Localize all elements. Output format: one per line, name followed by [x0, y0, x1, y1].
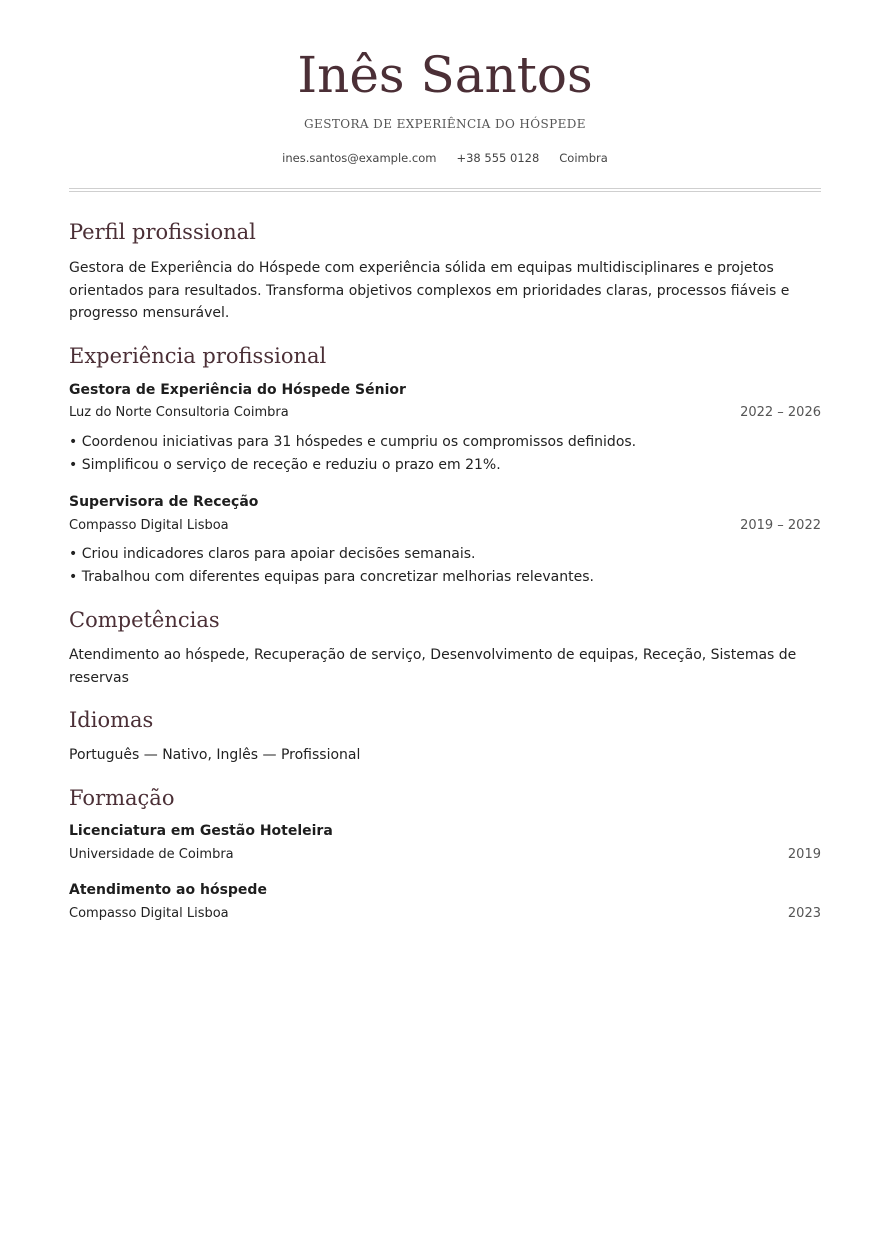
job-bullet: • Criou indicadores claros para apoiar decisões semanais.: [69, 546, 476, 562]
languages-text: Português — Nativo, Inglês — Profissional: [69, 747, 361, 763]
contact-phone: +38 555 0128: [456, 151, 540, 165]
job-meta: [69, 403, 821, 423]
contact-line: [0, 150, 890, 166]
job-bullet: • Simplificou o serviço de receção e reduziu o prazo em 21%.: [69, 457, 501, 473]
section-title-languages: Idiomas: [69, 708, 154, 732]
section-title-education: Formação: [69, 786, 175, 810]
job-organization: Compasso Digital Lisboa: [69, 518, 229, 533]
job-title: Gestora de Experiência do Hóspede Sénior: [69, 382, 406, 398]
job-title: Supervisora de Receção: [69, 494, 259, 510]
candidate-name: Inês Santos: [297, 46, 593, 104]
section-title-experience: Experiência profissional: [69, 344, 327, 368]
education-date: 2019: [787, 847, 821, 862]
education-title: Atendimento ao hóspede: [69, 882, 267, 898]
education-date: 2023: [787, 906, 821, 921]
profile-text: Gestora de Experiência do Hóspede com experiência sólida em equipas multidisciplinares e projetos orientados para resultados. Transforma objetivos complexos em prioridades claras, processos fiáveis e progresso mensurável.: [69, 260, 790, 321]
contact-email: ines.santos@example.com: [282, 151, 437, 165]
job-dates: 2019 – 2022: [740, 518, 821, 533]
job-dates: 2022 – 2026: [740, 405, 821, 420]
section-title-skills: Competências: [69, 608, 220, 632]
job-bullets: [69, 543, 821, 589]
education-meta: [69, 845, 821, 865]
candidate-role: GESTORA DE EXPERIÊNCIA DO HÓSPEDE: [304, 117, 586, 131]
job-bullets: [69, 431, 821, 477]
skills-text: Atendimento ao hóspede, Recuperação de serviço, Desenvolvimento de equipas, Receção, Sistemas de reservas: [69, 647, 797, 686]
job-bullet: • Trabalhou com diferentes equipas para concretizar melhorias relevantes.: [69, 569, 594, 585]
section-title-profile: Perfil profissional: [69, 220, 256, 244]
education-institution: Universidade de Coimbra: [69, 847, 234, 862]
job-organization: Luz do Norte Consultoria Coimbra: [69, 405, 289, 420]
job-bullet: • Coordenou iniciativas para 31 hóspedes e cumpriu os compromissos definidos.: [69, 434, 637, 450]
contact-location: Coimbra: [559, 151, 608, 165]
education-meta: [69, 904, 821, 924]
education-title: Licenciatura em Gestão Hoteleira: [69, 823, 333, 839]
job-meta: [69, 516, 821, 536]
header-divider: [69, 188, 821, 192]
education-institution: Compasso Digital Lisboa: [69, 906, 229, 921]
